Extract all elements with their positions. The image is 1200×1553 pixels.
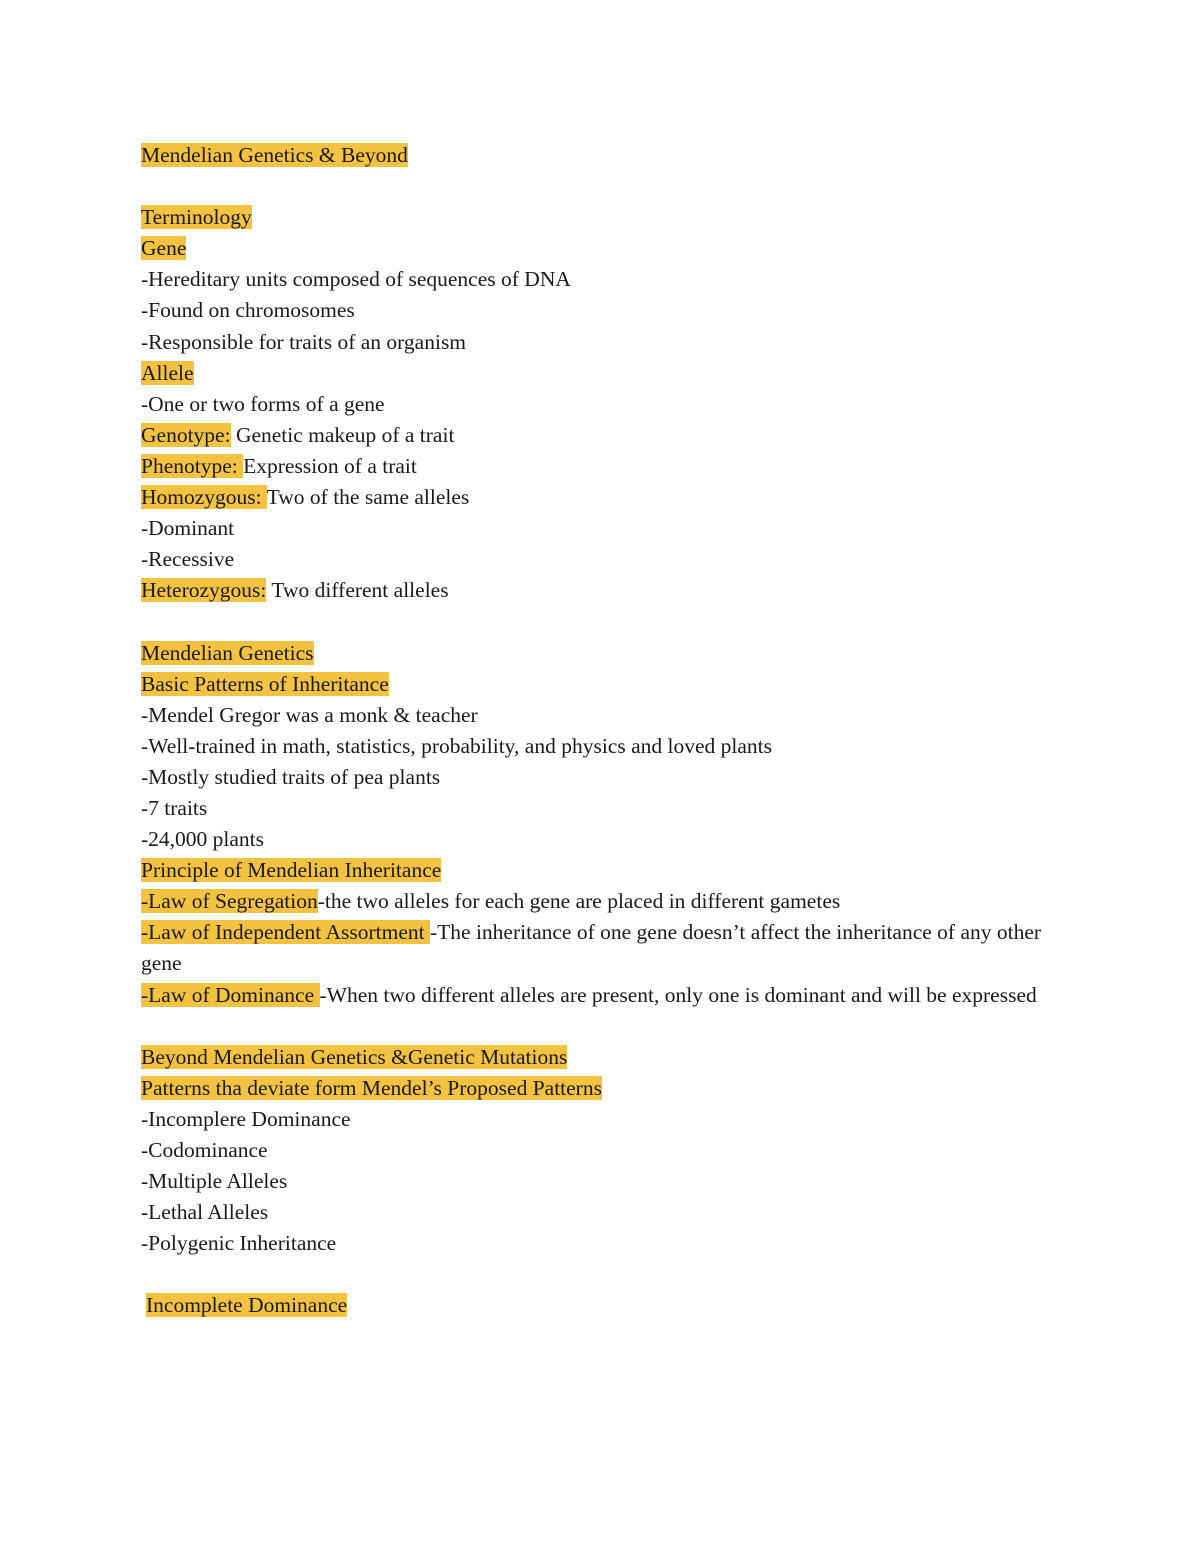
law-line (141, 980, 1061, 1011)
terminology-heading-line (141, 202, 1061, 233)
beyond-point: -Codominance (141, 1138, 268, 1162)
principle-heading-line (141, 855, 1061, 886)
principle-heading: Principle of Mendelian Inheritance (141, 858, 442, 883)
mendelian-subheading-line (141, 669, 1061, 700)
genotype-term: Genotype: (141, 422, 231, 447)
homozygous-definition: Two of the same alleles (266, 485, 470, 510)
allele-point: -One or two forms of a gene (141, 391, 385, 416)
gene-point: -Responsible for traits of an organism (141, 329, 467, 354)
mendelian-heading: Mendelian Genetics (141, 640, 314, 665)
gene-term: Gene (141, 236, 187, 261)
gene-point: -Hereditary units composed of sequences of DNA (141, 267, 571, 292)
allele-term-line (141, 358, 1061, 389)
phenotype-line (141, 451, 1061, 482)
law-description: -the two alleles for each gene are placed in different gametes (317, 889, 841, 914)
document-title: Mendelian Genetics & Beyond (141, 143, 408, 167)
homozygous-point: -Recessive (141, 547, 235, 572)
phenotype-term: Phenotype: (141, 453, 244, 478)
mendelian-point: -Mostly studied traits of pea plants (141, 764, 441, 789)
mendelian-point: -Well-trained in math, statistics, probability, and physics and loved plants (141, 733, 772, 758)
beyond-subheading: Patterns tha deviate form Mendel’s Proposed Patterns (141, 1075, 602, 1100)
genotype-definition: Genetic makeup of a trait (230, 422, 455, 447)
spacer (141, 606, 1061, 637)
heterozygous-term: Heterozygous: (141, 578, 267, 603)
beyond-point: -Lethal Alleles (141, 1200, 269, 1225)
beyond-heading: Beyond Mendelian Genetics &Genetic Mutations (141, 1044, 568, 1069)
spacer (141, 1011, 1061, 1042)
phenotype-definition: Expression of a trait (243, 453, 417, 478)
beyond-heading-line (141, 1042, 1061, 1073)
law-line (141, 917, 1061, 979)
genotype-line (141, 420, 1061, 451)
heterozygous-definition: Two different alleles (266, 578, 449, 603)
beyond-subheading-line (141, 1073, 1061, 1104)
mendelian-point: -7 traits (141, 795, 208, 820)
incomplete-dominance-heading: Incomplete Dominance (146, 1293, 348, 1318)
mendelian-point: -24,000 plants (141, 827, 265, 852)
document-body (141, 140, 1061, 1322)
mendelian-point: -Mendel Gregor was a monk & teacher (141, 702, 478, 727)
mendelian-heading-line (141, 638, 1061, 669)
law-name: -Law of Independent Assortment (141, 920, 430, 945)
heterozygous-line (141, 575, 1061, 606)
spacer (141, 1259, 1061, 1290)
spacer (141, 171, 1061, 202)
law-line (141, 886, 1061, 917)
beyond-point: -Polygenic Inheritance (141, 1231, 337, 1256)
incomplete-dominance-heading-line (141, 1290, 1061, 1321)
beyond-point: -Multiple Alleles (141, 1169, 288, 1194)
gene-point: -Found on chromosomes (141, 298, 355, 323)
homozygous-term: Homozygous: (141, 485, 267, 510)
law-description: -The inheritance of one gene doesn’t affect the inheritance of any other gene (141, 920, 1042, 976)
law-name: -Law of Dominance (141, 982, 320, 1007)
allele-term: Allele (141, 360, 194, 385)
beyond-point: -Incomplere Dominance (141, 1106, 351, 1131)
law-name: -Law of Segregation (141, 889, 318, 914)
terminology-heading: Terminology (141, 205, 252, 230)
homozygous-point: -Dominant (141, 516, 235, 541)
mendelian-subheading: Basic Patterns of Inheritance (141, 671, 389, 696)
document-title-line (141, 140, 1061, 171)
gene-term-line (141, 233, 1061, 264)
homozygous-line (141, 482, 1061, 513)
law-description: -When two different alleles are present, only one is dominant and will be expressed (319, 982, 1037, 1007)
